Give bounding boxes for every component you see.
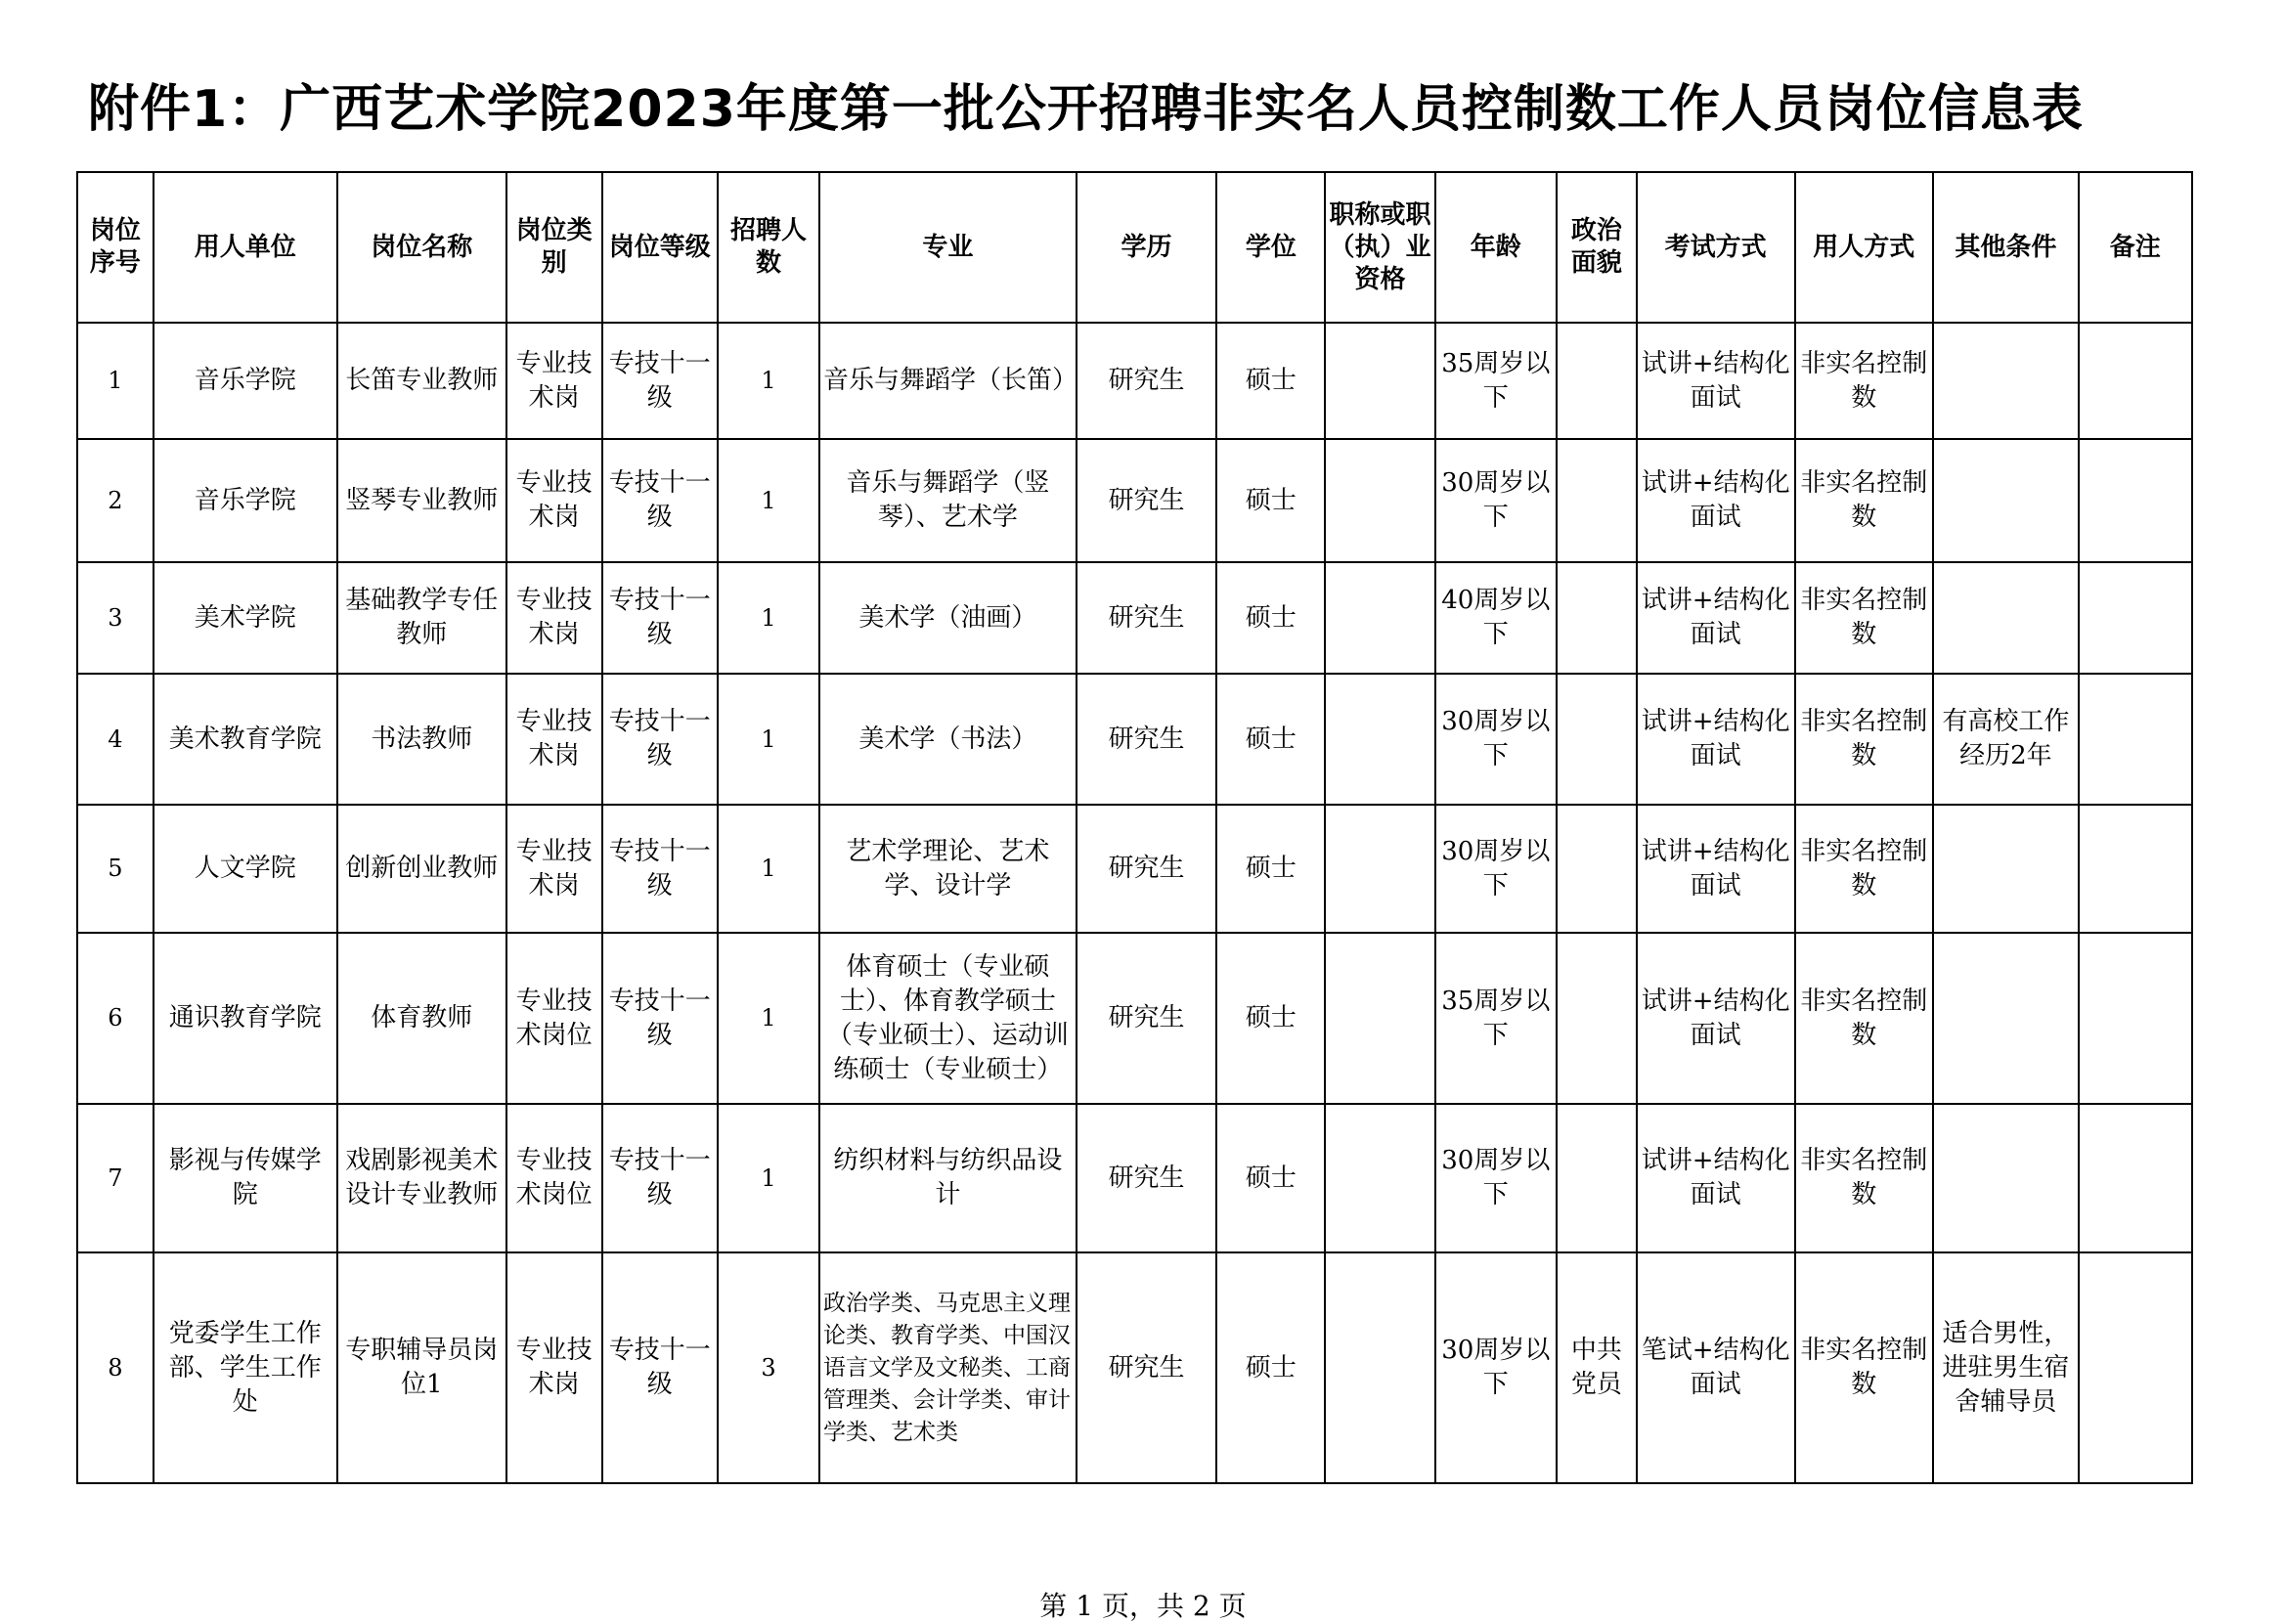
table-cell: 3 bbox=[718, 1252, 819, 1483]
table-cell: 硕士 bbox=[1216, 805, 1325, 933]
table-cell bbox=[1325, 805, 1434, 933]
table-cell: 非实名控制数 bbox=[1795, 1104, 1934, 1252]
table-cell bbox=[1325, 674, 1434, 805]
table-cell bbox=[1933, 439, 2079, 562]
table-cell: 美术学院 bbox=[154, 562, 337, 674]
table-cell: 30周岁以下 bbox=[1435, 805, 1557, 933]
table-cell bbox=[1325, 1104, 1434, 1252]
table-cell: 专业技术岗位 bbox=[506, 933, 602, 1104]
table-cell: 书法教师 bbox=[337, 674, 506, 805]
table-cell: 音乐学院 bbox=[154, 323, 337, 439]
table-cell: 1 bbox=[718, 933, 819, 1104]
table-cell: 专业技术岗 bbox=[506, 439, 602, 562]
table-cell: 试讲+结构化面试 bbox=[1637, 805, 1795, 933]
table-cell: 专技十一级 bbox=[602, 674, 718, 805]
table-cell: 硕士 bbox=[1216, 1252, 1325, 1483]
table-cell: 专业技术岗 bbox=[506, 674, 602, 805]
table-cell: 试讲+结构化面试 bbox=[1637, 1104, 1795, 1252]
table-row bbox=[77, 805, 2192, 933]
table-cell bbox=[1325, 933, 1434, 1104]
table-row bbox=[77, 1104, 2192, 1252]
table-cell: 硕士 bbox=[1216, 562, 1325, 674]
table-cell: 研究生 bbox=[1077, 805, 1217, 933]
column-header: 岗位等级 bbox=[602, 172, 718, 323]
table-row bbox=[77, 323, 2192, 439]
table-cell bbox=[2079, 323, 2192, 439]
table-cell: 1 bbox=[718, 323, 819, 439]
table-cell: 中共党员 bbox=[1557, 1252, 1637, 1483]
page-footer: 第 1 页，共 2 页 bbox=[1039, 1590, 1247, 1622]
table-cell: 艺术学理论、艺术学、设计学 bbox=[819, 805, 1077, 933]
column-header: 岗位名称 bbox=[337, 172, 506, 323]
table-cell: 专业技术岗 bbox=[506, 1252, 602, 1483]
table-cell: 40周岁以下 bbox=[1435, 562, 1557, 674]
table-row bbox=[77, 933, 2192, 1104]
column-header: 其他条件 bbox=[1933, 172, 2079, 323]
table-cell: 1 bbox=[718, 1104, 819, 1252]
table-cell bbox=[1933, 805, 2079, 933]
table-cell: 非实名控制数 bbox=[1795, 439, 1934, 562]
table-cell: 人文学院 bbox=[154, 805, 337, 933]
table-cell bbox=[1933, 562, 2079, 674]
table-cell: 非实名控制数 bbox=[1795, 1252, 1934, 1483]
table-cell: 美术学（书法） bbox=[819, 674, 1077, 805]
table-cell: 政治学类、马克思主义理论类、教育学类、中国汉语言文学及文秘类、工商管理类、会计学类、审计学类、艺术类 bbox=[819, 1252, 1077, 1483]
table-cell bbox=[2079, 674, 2192, 805]
table-cell: 30周岁以下 bbox=[1435, 674, 1557, 805]
table-cell: 纺织材料与纺织品设计 bbox=[819, 1104, 1077, 1252]
column-header: 学位 bbox=[1216, 172, 1325, 323]
table-cell: 非实名控制数 bbox=[1795, 562, 1934, 674]
column-header: 岗位类别 bbox=[506, 172, 602, 323]
table-cell: 体育硕士（专业硕士）、体育教学硕士（专业硕士）、运动训练硕士（专业硕士） bbox=[819, 933, 1077, 1104]
table-cell: 4 bbox=[77, 674, 154, 805]
table-cell: 3 bbox=[77, 562, 154, 674]
table-cell: 30周岁以下 bbox=[1435, 439, 1557, 562]
column-header: 政治面貌 bbox=[1557, 172, 1637, 323]
column-header: 用人方式 bbox=[1795, 172, 1934, 323]
table-cell: 研究生 bbox=[1077, 933, 1217, 1104]
table-cell: 研究生 bbox=[1077, 1104, 1217, 1252]
table-cell: 8 bbox=[77, 1252, 154, 1483]
table-cell bbox=[1325, 1252, 1434, 1483]
table-cell: 专技十一级 bbox=[602, 439, 718, 562]
table-cell: 35周岁以下 bbox=[1435, 933, 1557, 1104]
table-cell: 专技十一级 bbox=[602, 1252, 718, 1483]
table-cell: 音乐学院 bbox=[154, 439, 337, 562]
table-cell: 1 bbox=[718, 439, 819, 562]
table-cell: 音乐与舞蹈学（竖琴）、艺术学 bbox=[819, 439, 1077, 562]
table-cell: 美术学（油画） bbox=[819, 562, 1077, 674]
table-row bbox=[77, 674, 2192, 805]
table-cell bbox=[1325, 439, 1434, 562]
table-cell bbox=[2079, 933, 2192, 1104]
table-cell: 专业技术岗 bbox=[506, 323, 602, 439]
table-cell: 创新创业教师 bbox=[337, 805, 506, 933]
column-header: 学历 bbox=[1077, 172, 1217, 323]
page-title: 附件1：广西艺术学院2023年度第一批公开招聘非实名人员控制数工作人员岗位信息表 bbox=[88, 80, 2084, 139]
table-cell: 专技十一级 bbox=[602, 933, 718, 1104]
table-cell bbox=[1557, 323, 1637, 439]
table-cell: 体育教师 bbox=[337, 933, 506, 1104]
table-cell: 影视与传媒学院 bbox=[154, 1104, 337, 1252]
table-cell bbox=[1933, 933, 2079, 1104]
table-cell: 2 bbox=[77, 439, 154, 562]
table-cell: 研究生 bbox=[1077, 439, 1217, 562]
table-cell: 专技十一级 bbox=[602, 562, 718, 674]
table-row bbox=[77, 439, 2192, 562]
table-cell: 5 bbox=[77, 805, 154, 933]
column-header: 用人单位 bbox=[154, 172, 337, 323]
table-cell: 6 bbox=[77, 933, 154, 1104]
table-cell: 30周岁以下 bbox=[1435, 1104, 1557, 1252]
table-cell: 1 bbox=[718, 805, 819, 933]
table-cell: 基础教学专任教师 bbox=[337, 562, 506, 674]
table-cell bbox=[1557, 933, 1637, 1104]
table-cell: 35周岁以下 bbox=[1435, 323, 1557, 439]
table-cell: 专业技术岗 bbox=[506, 805, 602, 933]
table-cell: 试讲+结构化面试 bbox=[1637, 439, 1795, 562]
table-cell: 长笛专业教师 bbox=[337, 323, 506, 439]
table-cell: 1 bbox=[77, 323, 154, 439]
table-row bbox=[77, 1252, 2192, 1483]
table-cell bbox=[1557, 562, 1637, 674]
table-cell: 非实名控制数 bbox=[1795, 933, 1934, 1104]
table-cell bbox=[1557, 674, 1637, 805]
positions-table bbox=[76, 171, 2193, 1484]
table-cell: 戏剧影视美术设计专业教师 bbox=[337, 1104, 506, 1252]
table-cell bbox=[1933, 1104, 2079, 1252]
table-row bbox=[77, 562, 2192, 674]
table-cell: 研究生 bbox=[1077, 674, 1217, 805]
table-cell: 专业技术岗位 bbox=[506, 1104, 602, 1252]
table-cell: 试讲+结构化面试 bbox=[1637, 674, 1795, 805]
table-cell: 研究生 bbox=[1077, 323, 1217, 439]
table-cell: 硕士 bbox=[1216, 933, 1325, 1104]
table-cell: 专技十一级 bbox=[602, 805, 718, 933]
table-cell bbox=[1933, 323, 2079, 439]
table-header-row bbox=[77, 172, 2192, 323]
column-header: 职称或职（执）业资格 bbox=[1325, 172, 1434, 323]
column-header: 专业 bbox=[819, 172, 1077, 323]
table-cell: 1 bbox=[718, 562, 819, 674]
table-cell: 试讲+结构化面试 bbox=[1637, 562, 1795, 674]
table-cell bbox=[2079, 562, 2192, 674]
column-header: 备注 bbox=[2079, 172, 2192, 323]
table-cell: 硕士 bbox=[1216, 1104, 1325, 1252]
table-cell: 30周岁以下 bbox=[1435, 1252, 1557, 1483]
table-cell: 美术教育学院 bbox=[154, 674, 337, 805]
column-header: 考试方式 bbox=[1637, 172, 1795, 323]
column-header: 招聘人数 bbox=[718, 172, 819, 323]
table-cell: 专技十一级 bbox=[602, 1104, 718, 1252]
table-cell bbox=[1557, 1104, 1637, 1252]
table-cell: 党委学生工作部、学生工作处 bbox=[154, 1252, 337, 1483]
table-cell: 非实名控制数 bbox=[1795, 805, 1934, 933]
table-cell: 竖琴专业教师 bbox=[337, 439, 506, 562]
table-cell: 有高校工作经历2年 bbox=[1933, 674, 2079, 805]
table-cell: 音乐与舞蹈学（长笛） bbox=[819, 323, 1077, 439]
table-cell: 研究生 bbox=[1077, 1252, 1217, 1483]
table-cell: 非实名控制数 bbox=[1795, 674, 1934, 805]
table-cell: 硕士 bbox=[1216, 439, 1325, 562]
table-body bbox=[77, 323, 2192, 1483]
table-cell bbox=[2079, 805, 2192, 933]
table-cell bbox=[2079, 439, 2192, 562]
table-cell bbox=[1325, 323, 1434, 439]
table-cell bbox=[1325, 562, 1434, 674]
table-cell: 笔试+结构化面试 bbox=[1637, 1252, 1795, 1483]
table-cell bbox=[2079, 1252, 2192, 1483]
column-header: 年龄 bbox=[1435, 172, 1557, 323]
table-cell bbox=[2079, 1104, 2192, 1252]
table-cell: 7 bbox=[77, 1104, 154, 1252]
table-cell: 非实名控制数 bbox=[1795, 323, 1934, 439]
table-cell: 专业技术岗 bbox=[506, 562, 602, 674]
table-cell: 适合男性，进驻男生宿舍辅导员 bbox=[1933, 1252, 2079, 1483]
table-cell: 硕士 bbox=[1216, 674, 1325, 805]
table-cell: 专职辅导员岗位1 bbox=[337, 1252, 506, 1483]
column-header: 岗位序号 bbox=[77, 172, 154, 323]
table-cell bbox=[1557, 805, 1637, 933]
table-cell: 试讲+结构化面试 bbox=[1637, 323, 1795, 439]
table-cell: 通识教育学院 bbox=[154, 933, 337, 1104]
table-cell: 1 bbox=[718, 674, 819, 805]
table-cell: 研究生 bbox=[1077, 562, 1217, 674]
table-cell bbox=[1557, 439, 1637, 562]
table-cell: 硕士 bbox=[1216, 323, 1325, 439]
table-cell: 试讲+结构化面试 bbox=[1637, 933, 1795, 1104]
table-cell: 专技十一级 bbox=[602, 323, 718, 439]
